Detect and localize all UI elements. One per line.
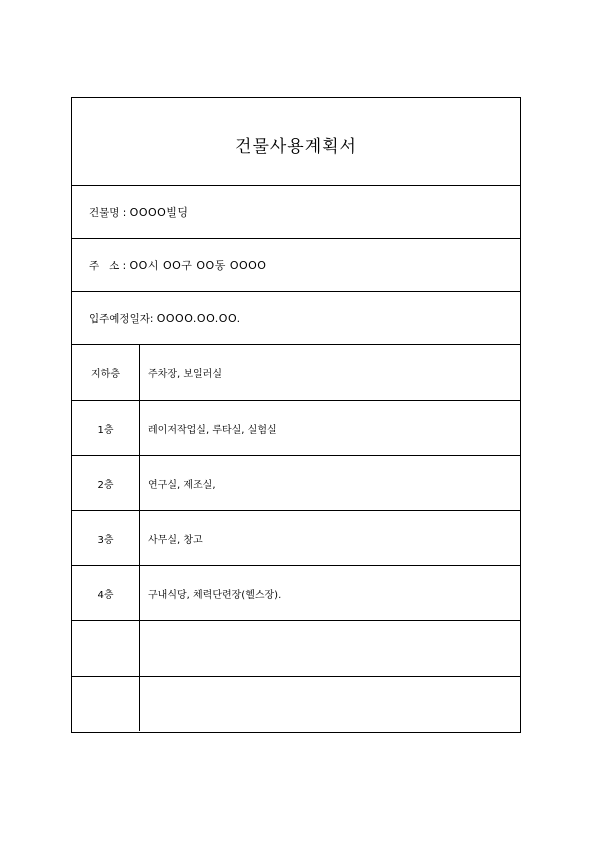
- floor-use: 연구실, 제조실,: [148, 479, 216, 491]
- building-use-plan-form: [71, 97, 521, 733]
- floor-use: [148, 621, 520, 676]
- floor-row: [72, 511, 520, 566]
- floor-use: 레이저작업실, 루타실, 실험실: [148, 424, 277, 436]
- floor-label: 2층: [72, 456, 140, 510]
- title-row: [72, 98, 520, 186]
- document-title: 건물사용계획서: [235, 137, 357, 157]
- floor-row: [72, 566, 520, 621]
- floor-row: [72, 401, 520, 456]
- building-name-label: 건물명 :: [89, 206, 130, 219]
- address-value: OO시 OO구 OO동 OOOO: [129, 259, 267, 272]
- building-name-value: OOOO빌딩: [129, 206, 189, 219]
- floor-row: [72, 345, 520, 401]
- floor-label: 4층: [72, 566, 140, 620]
- address-row: [72, 239, 520, 292]
- floor-use: 사무실, 창고: [148, 534, 203, 546]
- floor-label: 지하층: [72, 345, 140, 400]
- floor-use: 주차장, 보일러실: [148, 369, 222, 380]
- floor-label: 1층: [72, 401, 140, 455]
- floor-use: [148, 677, 520, 731]
- floor-label: 3층: [72, 511, 140, 565]
- move-in-date-row: [72, 292, 520, 345]
- move-in-date-value: OOOO.OO.OO.: [156, 311, 241, 325]
- floor-label: [72, 677, 140, 731]
- floor-row: [72, 621, 520, 677]
- move-in-date-label: 입주예정일자:: [89, 312, 157, 325]
- floor-row: [72, 456, 520, 511]
- floor-row: [72, 677, 520, 731]
- floor-label: [72, 621, 140, 676]
- floor-use: 구내식당, 체력단련장(헬스장).: [148, 589, 282, 601]
- address-label: 주 소 :: [89, 259, 130, 272]
- building-name-row: [72, 186, 520, 239]
